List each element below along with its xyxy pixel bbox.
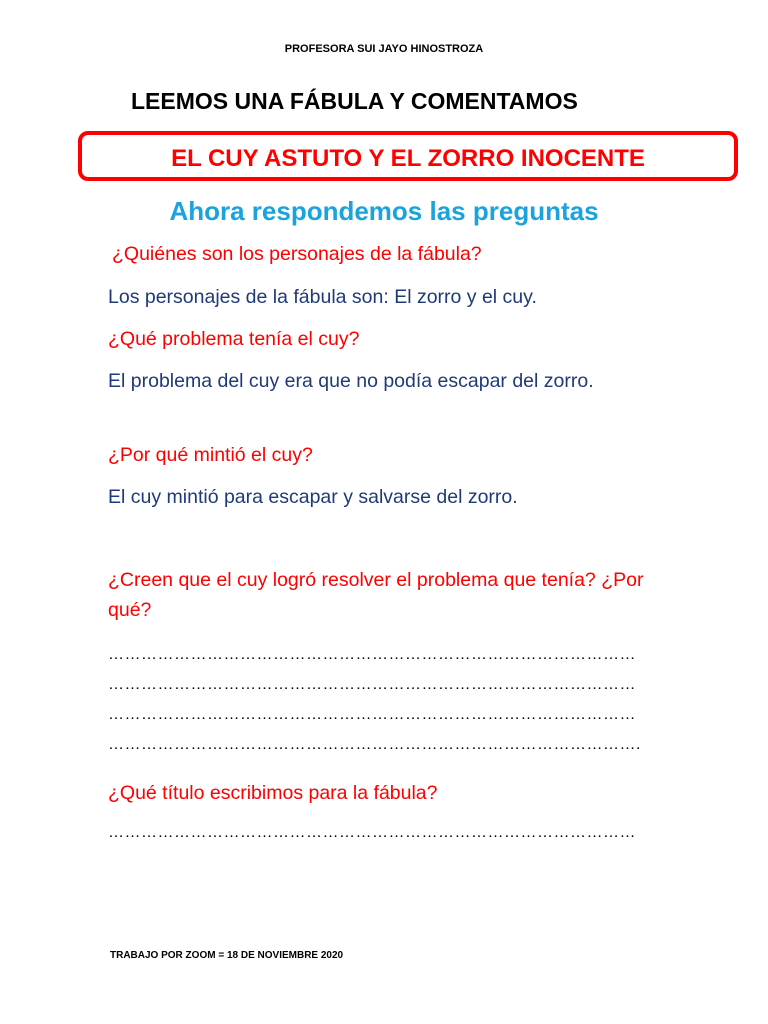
teacher-name: PROFESORA SUI JAYO HINOSTROZA	[284, 43, 484, 55]
open-question-1: ¿Creen que el cuy logró resolver el problema que tenía? ¿Por qué?	[108, 569, 644, 621]
subheading: Ahora respondemos las preguntas	[169, 196, 599, 226]
answer-line[interactable]: ……………………………………………………………………………………	[108, 706, 636, 723]
answer-2: El problema del cuy era que no podía escapar del zorro.	[108, 370, 594, 392]
footer-note: TRABAJO POR ZOOM = 18 DE NOVIEMBRE 2020	[110, 950, 344, 961]
question-2: ¿Qué problema tenía el cuy?	[108, 328, 360, 350]
answer-1: Los personajes de la fábula son: El zorro y el cuy.	[108, 286, 537, 308]
answer-3: El cuy mintió para escapar y salvarse del zorro.	[108, 486, 518, 508]
question-3: ¿Por qué mintió el cuy?	[108, 444, 313, 466]
fable-title: EL CUY ASTUTO Y EL ZORRO INOCENTE	[171, 145, 645, 172]
answer-line[interactable]: ……………………………………………………………………………………	[108, 676, 636, 693]
answer-line[interactable]: ……………………………………………………………………………………	[108, 824, 636, 841]
main-heading: LEEMOS UNA FÁBULA Y COMENTAMOS	[131, 88, 578, 114]
question-1: ¿Quiénes son los personajes de la fábula?	[112, 243, 482, 265]
open-question-2: ¿Qué título escribimos para la fábula?	[108, 782, 438, 804]
answer-line[interactable]: ……………………………………………………………………………………	[108, 646, 636, 663]
answer-line[interactable]: …………………………………………………………………………………….	[108, 736, 641, 753]
